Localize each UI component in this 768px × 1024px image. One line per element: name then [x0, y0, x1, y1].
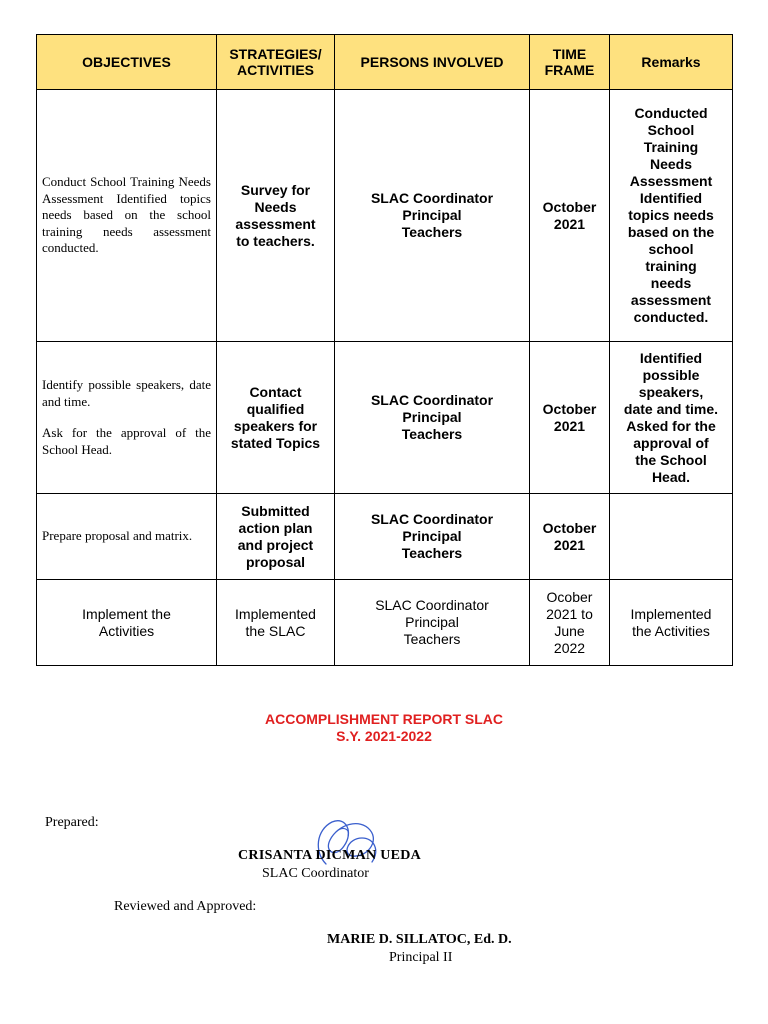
- table-row: [37, 342, 733, 494]
- report-title: [0, 711, 768, 745]
- remarks-cell: Implemented the Activities: [610, 580, 733, 666]
- header-persons-involved: PERSONS INVOLVED: [335, 35, 530, 90]
- approved-by-role: Principal II: [389, 950, 453, 965]
- table-header-row: [37, 35, 733, 90]
- persons-cell: SLAC Coordinator Principal Teachers: [335, 580, 530, 666]
- persons-cell: SLAC Coordinator Principal Teachers: [335, 342, 530, 494]
- handwritten-signature: [308, 812, 388, 874]
- objectives-cell: Identify possible speakers, date and time. Ask for the approval of the School Head.: [37, 342, 217, 494]
- table-row: [37, 90, 733, 342]
- strategies-cell: Implemented the SLAC: [217, 580, 335, 666]
- school-year: S.Y. 2021-2022: [336, 728, 432, 744]
- objectives-cell: Prepare proposal and matrix.: [37, 494, 217, 580]
- objectives-cell: Implement the Activities: [37, 580, 217, 666]
- time-frame-cell: October 2021: [530, 494, 610, 580]
- remarks-cell: Conducted School Training Needs Assessment Identified topics needs based on the school training needs assessment conducted.: [610, 90, 733, 342]
- prepared-by-name: CRISANTA DICMAN UEDA: [238, 848, 422, 863]
- report-title-line: ACCOMPLISHMENT REPORT SLAC: [265, 711, 503, 727]
- remarks-cell: Identified possible speakers, date and time. Asked for the approval of the School Head.: [610, 342, 733, 494]
- table-row: [37, 580, 733, 666]
- table-row: [37, 494, 733, 580]
- slac-plan-table: [36, 34, 733, 666]
- time-frame-cell: October 2021: [530, 90, 610, 342]
- strategies-cell: Survey for Needs assessment to teachers.: [217, 90, 335, 342]
- time-frame-cell: October 2021: [530, 342, 610, 494]
- strategies-cell: Contact qualified speakers for stated Topics: [217, 342, 335, 494]
- header-remarks: Remarks: [610, 35, 733, 90]
- objectives-cell: Conduct School Training Needs Assessment Identified topics needs based on the school training needs assessment conducted.: [37, 90, 217, 342]
- header-time-frame: TIME FRAME: [530, 35, 610, 90]
- reviewed-label: Reviewed and Approved:: [114, 899, 257, 914]
- time-frame-cell: Ocober 2021 to June 2022: [530, 580, 610, 666]
- strategies-cell: Submitted action plan and project proposal: [217, 494, 335, 580]
- remarks-cell: [610, 494, 733, 580]
- prepared-by-role: SLAC Coordinator: [262, 866, 369, 881]
- persons-cell: SLAC Coordinator Principal Teachers: [335, 494, 530, 580]
- prepared-label: Prepared:: [45, 815, 99, 830]
- persons-cell: SLAC Coordinator Principal Teachers: [335, 90, 530, 342]
- header-strategies: STRATEGIES/ ACTIVITIES: [217, 35, 335, 90]
- approved-by-name: MARIE D. SILLATOC, Ed. D.: [327, 932, 512, 947]
- header-objectives: OBJECTIVES: [37, 35, 217, 90]
